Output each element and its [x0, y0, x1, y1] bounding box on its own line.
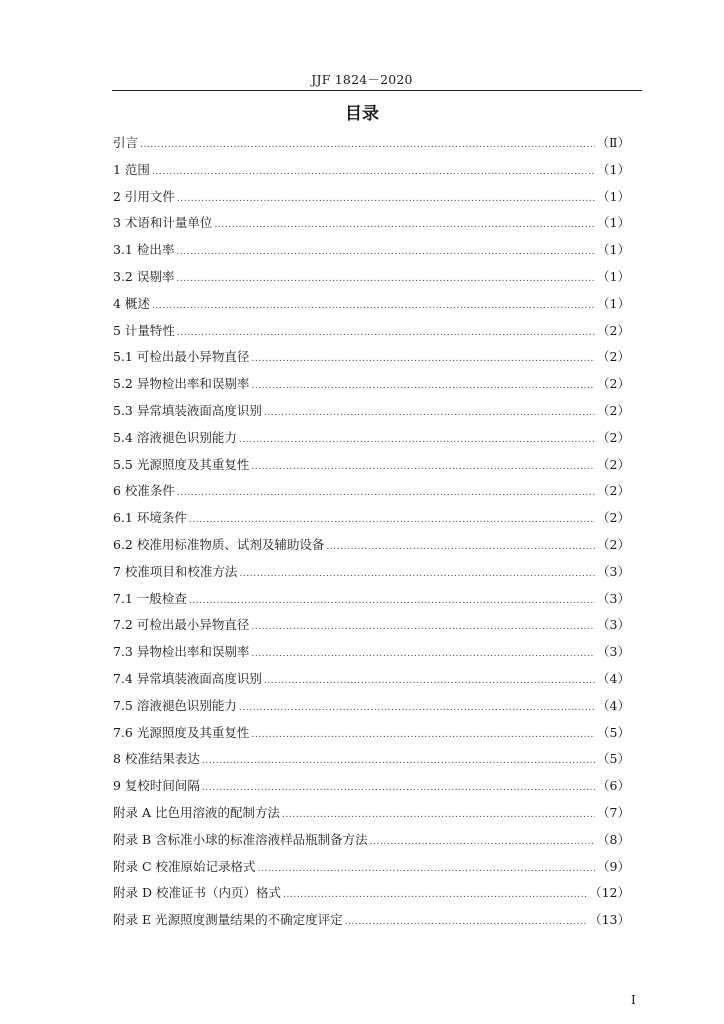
toc-leader-dots	[177, 488, 595, 498]
toc-entry-page: （2）	[597, 510, 630, 526]
toc-entry-page: （5）	[597, 724, 630, 740]
toc-entry[interactable]	[113, 642, 630, 669]
toc-entry-page: （Ⅱ）	[596, 135, 630, 150]
toc-entry-page: （2）	[597, 322, 630, 338]
toc-entry-label: 8 校准结果表达	[113, 751, 200, 767]
toc-entry-page: （1）	[597, 215, 630, 231]
toc-entry-page: （3）	[597, 617, 630, 633]
toc-leader-dots	[282, 810, 595, 820]
toc-leader-dots	[152, 167, 595, 177]
toc-entry[interactable]	[113, 347, 630, 374]
toc-entry-page: （7）	[597, 804, 630, 820]
toc-entry-page: （2）	[597, 349, 630, 365]
toc-leader-dots	[251, 381, 595, 391]
toc-entry[interactable]	[113, 723, 630, 750]
toc-entry-page: （12）	[589, 885, 630, 901]
toc-entry[interactable]	[113, 883, 630, 910]
toc-entry[interactable]	[113, 455, 630, 482]
toc-entry-page: （3）	[597, 644, 630, 660]
toc-entry-label: 5.2 异物检出率和误剔率	[113, 376, 250, 392]
toc-entry[interactable]	[113, 589, 630, 616]
toc-entry[interactable]	[113, 267, 630, 294]
document-code-header: JJF 1824－2020	[311, 72, 413, 87]
toc-entry-label: 5.3 异常填装液面高度识别	[113, 402, 262, 418]
toc-entry[interactable]	[113, 213, 630, 240]
toc-entry-label: 7.3 异物检出率和误剔率	[113, 644, 250, 660]
toc-entry[interactable]	[113, 857, 630, 884]
toc-leader-dots	[176, 247, 595, 257]
toc-leader-dots	[176, 274, 595, 284]
toc-leader-dots	[177, 328, 595, 338]
toc-entry[interactable]	[113, 508, 630, 535]
toc-entry-label: 6.1 环境条件	[113, 510, 187, 526]
toc-entry[interactable]	[113, 428, 630, 455]
toc-leader-dots	[140, 140, 594, 150]
toc-entry-page: （5）	[597, 751, 630, 767]
toc-entry-page: （8）	[597, 831, 630, 847]
toc-entry-label: 3.1 检出率	[113, 242, 175, 258]
toc-entry-label: 7.2 可检出最小异物直径	[113, 617, 250, 633]
toc-entry-label: 3 术语和计量单位	[113, 215, 213, 231]
toc-entry[interactable]	[113, 696, 630, 723]
toc-entry-label: 6 校准条件	[113, 483, 175, 499]
toc-leader-dots	[202, 783, 595, 793]
toc-entry-label: 附录 C 校准原始记录格式	[113, 858, 256, 874]
toc-entry-page: （9）	[597, 858, 630, 874]
toc-entry-label: 5.4 溶液褪色识别能力	[113, 429, 237, 445]
toc-entry-page: （2）	[597, 402, 630, 418]
toc-entry-label: 7.4 异常填装液面高度识别	[113, 670, 262, 686]
toc-entry-page: （2）	[597, 456, 630, 472]
toc-entry[interactable]	[113, 669, 630, 696]
toc-leader-dots	[251, 730, 595, 740]
toc-entry-page: （1）	[597, 242, 630, 258]
table-of-contents	[113, 133, 630, 937]
toc-leader-dots	[264, 408, 595, 418]
toc-entry-page: （3）	[597, 563, 630, 579]
toc-leader-dots	[239, 435, 595, 445]
toc-entry-label: 附录 A 比色用溶液的配制方法	[113, 804, 280, 820]
toc-entry-page: （6）	[597, 778, 630, 794]
toc-leader-dots	[189, 596, 595, 606]
toc-entry-label: 7.5 溶液褪色识别能力	[113, 697, 237, 713]
toc-leader-dots	[189, 515, 595, 525]
toc-entry-label: 5 计量特性	[113, 322, 175, 338]
toc-entry-page: （2）	[597, 483, 630, 499]
toc-leader-dots	[326, 542, 595, 552]
toc-entry[interactable]	[113, 830, 630, 857]
page-number: I	[631, 993, 636, 1007]
toc-leader-dots	[251, 622, 595, 632]
toc-leader-dots	[202, 756, 595, 766]
toc-entry-page: （1）	[597, 295, 630, 311]
toc-entry-label: 7 校准项目和校准方法	[113, 563, 238, 579]
header-divider	[112, 90, 642, 91]
toc-leader-dots	[258, 864, 596, 874]
toc-entry[interactable]	[113, 776, 630, 803]
toc-entry-label: 附录 B 含标准小球的标准溶液样品瓶制备方法	[113, 831, 368, 847]
toc-leader-dots	[239, 703, 595, 713]
toc-entry-page: （1）	[597, 161, 630, 177]
toc-entry-page: （2）	[597, 429, 630, 445]
toc-leader-dots	[251, 649, 595, 659]
toc-entry-label: 引言	[113, 135, 139, 150]
toc-entry-page: （1）	[597, 268, 630, 284]
toc-entry-label: 5.5 光源照度及其重复性	[113, 456, 250, 472]
toc-entry[interactable]	[113, 562, 630, 589]
toc-entry[interactable]	[113, 481, 630, 508]
toc-entry-label: 4 概述	[113, 295, 150, 311]
toc-entry[interactable]	[113, 294, 630, 321]
toc-entry-label: 5.1 可检出最小异物直径	[113, 349, 250, 365]
toc-entry-label: 7.1 一般检查	[113, 590, 187, 606]
toc-leader-dots	[251, 354, 595, 364]
toc-entry-page: （3）	[597, 590, 630, 606]
toc-entry[interactable]	[113, 803, 630, 830]
toc-leader-dots	[239, 569, 595, 579]
toc-entry-label: 6.2 校准用标准物质、试剂及辅助设备	[113, 536, 325, 552]
toc-leader-dots	[283, 890, 587, 900]
toc-entry-page: （2）	[597, 536, 630, 552]
toc-entry-page: （2）	[597, 376, 630, 392]
toc-entry[interactable]	[113, 187, 630, 214]
toc-leader-dots	[214, 220, 595, 230]
toc-entry[interactable]	[113, 240, 630, 267]
toc-entry-label: 7.6 光源照度及其重复性	[113, 724, 250, 740]
toc-entry[interactable]	[113, 615, 630, 642]
toc-leader-dots	[345, 917, 588, 927]
toc-entry-page: （13）	[589, 912, 630, 928]
toc-leader-dots	[177, 194, 595, 204]
toc-entry-label: 3.2 误剔率	[113, 268, 175, 284]
toc-leader-dots	[264, 676, 595, 686]
toc-leader-dots	[152, 301, 595, 311]
toc-entry[interactable]	[113, 133, 630, 160]
toc-entry-label: 附录 E 光源照度测量结果的不确定度评定	[113, 912, 343, 928]
toc-entry[interactable]	[113, 321, 630, 348]
toc-entry[interactable]	[113, 374, 630, 401]
toc-entry-label: 1 范围	[113, 161, 150, 177]
toc-leader-dots	[251, 462, 595, 472]
toc-entry-page: （4）	[597, 697, 630, 713]
toc-title: 目录	[345, 104, 379, 124]
toc-entry[interactable]	[113, 749, 630, 776]
toc-entry[interactable]	[113, 910, 630, 937]
toc-entry[interactable]	[113, 535, 630, 562]
toc-entry[interactable]	[113, 160, 630, 187]
toc-entry-label: 附录 D 校准证书（内页）格式	[113, 885, 281, 901]
toc-entry-page: （1）	[597, 188, 630, 204]
toc-leader-dots	[370, 837, 595, 847]
toc-entry-page: （4）	[597, 670, 630, 686]
toc-entry-label: 9 复校时间间隔	[113, 778, 200, 794]
toc-entry-label: 2 引用文件	[113, 188, 175, 204]
toc-entry[interactable]	[113, 401, 630, 428]
